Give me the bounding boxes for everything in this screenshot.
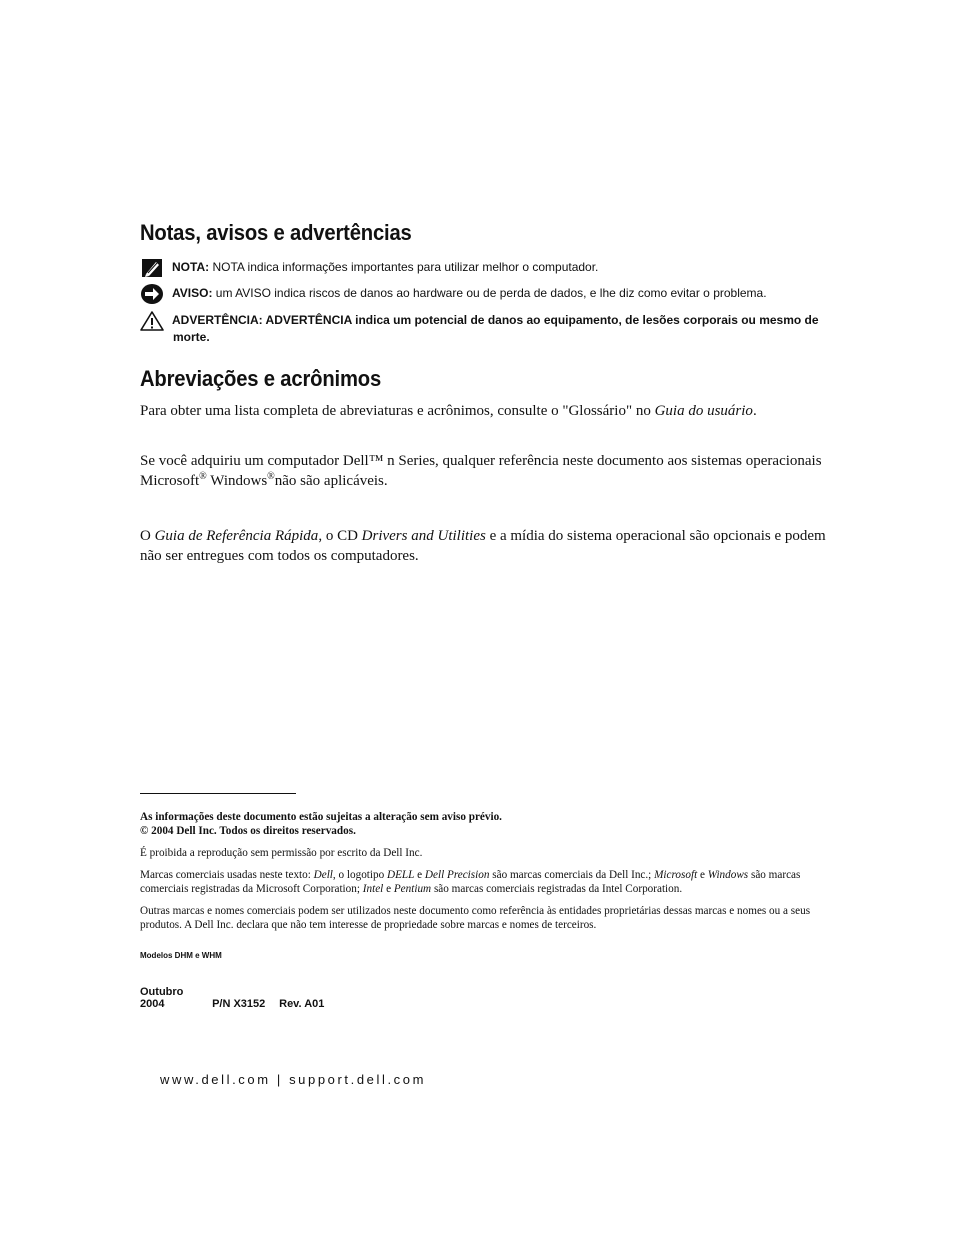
tm-text: são marcas comerciais da Dell Inc.;	[489, 869, 655, 881]
part-number: P/N X3152	[212, 998, 266, 1010]
p2-windows: Windows	[206, 473, 268, 489]
tm-text: são marcas comerciais registradas da Microsoft Corporation;	[140, 869, 801, 895]
tm-dell: Dell	[313, 869, 333, 881]
registered-mark: ®	[199, 471, 207, 482]
pencil-note-icon	[140, 257, 164, 279]
p1-text: Para obter uma lista completa de abreviaturas e acrônimos, consulte o "Glossário" no	[140, 403, 655, 419]
abbreviations-paragraph	[140, 401, 845, 421]
tm-text: são marcas comerciais registradas da Intel Corporation.	[431, 883, 683, 895]
tm-text: Marcas comerciais usadas neste texto:	[140, 869, 314, 881]
aviso-label: AVISO:	[172, 286, 213, 300]
note-notice	[140, 259, 840, 277]
n-series-paragraph	[140, 451, 845, 491]
tm-pentium: Pentium	[393, 883, 432, 895]
p2-text: Se você adquiriu um computador Dell™ n Series, qualquer referência neste documento aos sistemas operacionais Microsoft	[140, 453, 822, 489]
legal-line-1: As informações deste documento estão sujeitas a alteração sem aviso prévio.	[140, 811, 502, 823]
p3-text: O	[140, 528, 155, 544]
aviso-text: um AVISO indica riscos de danos ao hardware ou de perda de dados, e lhe diz como evitar o problema.	[212, 286, 767, 300]
user-guide-title: Guia do usuário	[654, 403, 753, 419]
tm-text: , o logotipo	[332, 869, 387, 881]
caution-text: ADVERTÊNCIA indica um potencial de danos ao equipamento, de lesões corporais ou mesmo de	[262, 313, 819, 327]
other-trademarks-paragraph: Outras marcas e nomes comerciais podem ser utilizados neste documento como referência às entidades proprietárias dessas marcas e nomes ou a seus produtos. A Dell Inc. declara que não tem interesse de propriedade sobre marcas e nomes de terceiros.	[140, 905, 811, 931]
warning-triangle-icon	[140, 310, 164, 332]
tm-text: e	[383, 883, 394, 895]
quick-reference-title: Guia de Referência Rápida	[154, 528, 319, 544]
tm-intel: Intel	[362, 883, 384, 895]
footnote-divider	[140, 793, 296, 794]
legal-notice	[140, 810, 845, 838]
p2-end: não são aplicáveis.	[274, 473, 388, 489]
publication-date: Outubro 2004	[140, 986, 184, 1010]
publication-info	[140, 986, 324, 1010]
p1-end: .	[752, 403, 757, 419]
tm-text: e	[697, 869, 708, 881]
copyright-line: © 2004 Dell Inc. Todos os direitos reservados.	[140, 825, 356, 837]
registered-mark: ®	[267, 471, 275, 482]
tm-text: e	[414, 869, 425, 881]
abbreviations-heading: Abreviações e acrônimos	[140, 366, 382, 391]
tm-precision: Dell Precision	[424, 869, 490, 881]
tm-dell-logo: DELL	[387, 869, 415, 881]
aviso-notice	[140, 285, 840, 303]
optional-media-paragraph	[140, 526, 845, 566]
p3-text-b: , o CD	[318, 528, 362, 544]
notes-heading: Notas, avisos e advertências	[140, 220, 412, 245]
reproduction-notice: É proibida a reprodução sem permissão por escrito da Dell Inc.	[140, 847, 423, 859]
p3-end: e a mídia do sistema operacional são opcionais e podem não ser entregues com todos os computadores.	[140, 528, 826, 564]
caution-text-continued: morte.	[173, 330, 210, 344]
note-text: NOTA indica informações importantes para utilizar melhor o computador.	[209, 260, 599, 274]
tm-microsoft: Microsoft	[654, 869, 698, 881]
tm-windows: Windows	[707, 869, 749, 881]
trademarks-paragraph	[140, 868, 845, 896]
models-label: Modelos DHM e WHM	[140, 951, 222, 960]
caution-notice	[140, 312, 840, 348]
footer-url: www.dell.com | support.dell.com	[160, 1072, 427, 1087]
drivers-cd-title: Drivers and Utilities	[361, 528, 486, 544]
note-label: NOTA:	[172, 260, 210, 274]
revision: Rev. A01	[279, 998, 325, 1010]
notice-arrow-icon	[140, 283, 164, 305]
caution-label: ADVERTÊNCIA:	[172, 313, 263, 327]
